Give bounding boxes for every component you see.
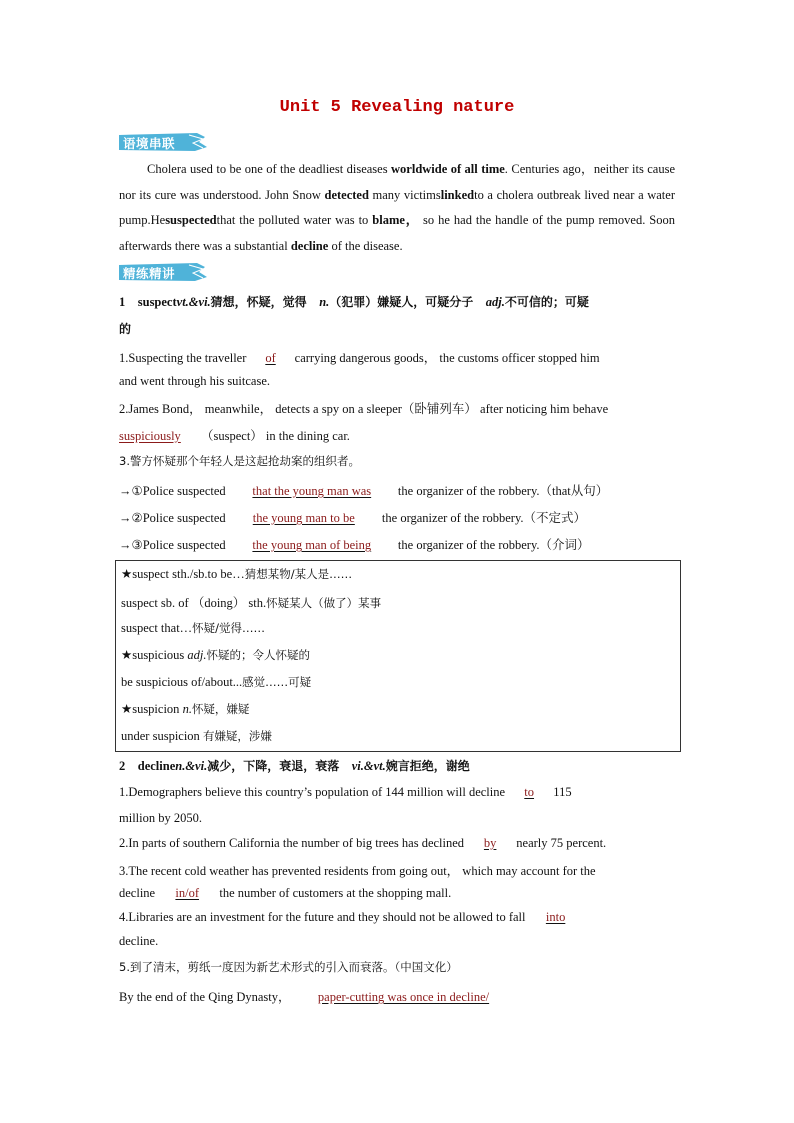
item1-heading: [119, 293, 589, 310]
usage-text: be suspicious of/about...: [121, 675, 243, 689]
exercise-2-2: [119, 836, 606, 851]
usage-line: [121, 701, 249, 717]
exercise-2-4: [119, 910, 583, 925]
exercise-1-3: [119, 453, 360, 469]
exercise-2-1: [119, 785, 572, 800]
part-of-speech: n.: [319, 295, 330, 309]
usage-text: ★suspect sth./sb.to be…: [121, 567, 245, 581]
item-number: 2: [119, 759, 126, 773]
context-tag-label: 语境串联: [123, 136, 176, 151]
usage-text: 怀疑，嫌疑: [191, 702, 250, 716]
passage-text: . Centuries ago，neither its cause nor its cure was understood. John Snow: [119, 162, 675, 202]
answer-blank: suspiciously: [119, 429, 181, 443]
usage-text: ★suspicious: [121, 648, 188, 662]
usage-line: [121, 620, 265, 636]
keyword: linked: [440, 187, 475, 202]
usage-line: [121, 593, 381, 611]
part-of-speech: adj.: [485, 295, 505, 309]
answer-blank: that the young man was: [252, 484, 372, 498]
item-number: 1: [119, 295, 126, 309]
passage-text: that the polluted water was to: [216, 213, 373, 228]
answer-blank: in/of: [175, 886, 200, 900]
exercise-2-3: [119, 861, 596, 879]
practice-tag-label: 精练精讲: [123, 266, 176, 281]
exercise-1-1: [119, 348, 600, 366]
keyword: suspected: [165, 213, 217, 228]
exercise-text: and went through his suitcase.: [119, 374, 271, 388]
part-of-speech: n.: [182, 702, 192, 716]
exercise-text: million by 2050.: [119, 811, 202, 825]
passage: [119, 157, 675, 260]
headword: suspect: [137, 295, 177, 309]
exercise-text: 1.Demographers believe this country’s population of 144 million will decline: [119, 785, 509, 799]
exercise-text: 2.In parts of southern California the number of big trees has declined: [119, 836, 468, 850]
exercise-text: carrying dangerous goods， the customs officer stopped him: [291, 351, 600, 365]
usage-line: [121, 647, 310, 663]
passage-text: many victims: [368, 187, 441, 202]
exercise-2-3-cont: [119, 886, 451, 901]
usage-line: [121, 728, 272, 744]
context-tag: [119, 133, 209, 151]
keyword: blame，: [372, 213, 420, 228]
exercise-2-4-cont: [119, 934, 158, 949]
exercise-text: the organizer of the robbery.（that从句）: [394, 484, 609, 498]
usage-text: under suspicion: [121, 729, 203, 743]
exercise-text: 3.The recent cold weather has prevented residents from going out， which may account for the: [119, 864, 596, 878]
part-of-speech: vt.&vi.: [176, 295, 211, 309]
answer-blank: into: [545, 910, 566, 924]
usage-line: [121, 674, 311, 690]
usage-text: suspect that…: [121, 621, 193, 635]
exercise-text: the number of customers at the shopping mall.: [216, 886, 452, 900]
definition: 猜想，怀疑，觉得: [210, 295, 307, 309]
exercise-text: the organizer of the robbery.（介词）: [394, 538, 590, 552]
exercise-1-2-cont: [119, 426, 350, 444]
item2-heading: [119, 757, 470, 774]
passage-text: of the disease.: [328, 239, 403, 254]
exercise-1-2: [119, 399, 608, 417]
exercise-text: 5.到了清末，剪纸一度因为新艺术形式的引入而衰落。（中国文化）: [119, 960, 458, 974]
definition: 婉言拒绝，谢绝: [385, 759, 470, 773]
answer-blank: by: [483, 836, 497, 850]
answer-blank: to: [524, 785, 535, 799]
passage-text: Cholera used to be one of the deadliest diseases: [147, 162, 392, 176]
answer-blank: paper-cutting was once in decline/: [317, 990, 490, 1004]
practice-tag: [119, 263, 209, 281]
usage-text: 感觉……可疑: [242, 675, 312, 689]
rewrite-1: [119, 481, 608, 499]
exercise-text: the organizer of the robbery.（不定式）: [378, 511, 587, 525]
keyword: worldwide of all time: [391, 162, 505, 176]
exercise-text: 4.Libraries are an investment for the future and they should not be allowed to fall: [119, 910, 529, 924]
exercise-1-1-cont: [119, 374, 270, 389]
exercise-2-1-cont: [119, 811, 202, 826]
definition: 的: [119, 322, 132, 336]
exercise-text: decline.: [119, 934, 159, 948]
exercise-text: →①Police suspected: [119, 484, 229, 498]
page-title: Unit 5 Revealing nature: [279, 98, 515, 117]
headword: decline: [137, 759, 176, 773]
usage-text: suspect sb. of （doing） sth.: [121, 596, 267, 610]
usage-text: 猜想某物/某人是……: [244, 567, 353, 581]
definition: （犯罪）嫌疑人，可疑分子: [329, 295, 474, 309]
answer-blank: of: [265, 351, 276, 365]
part-of-speech: n.&vi.: [175, 759, 208, 773]
keyword: decline: [290, 239, 329, 254]
definition: 减少，下降，衰退，衰落: [207, 759, 340, 773]
usage-line: [121, 566, 352, 582]
exercise-text: （suspect） in the dining car.: [201, 429, 350, 443]
rewrite-3: [119, 535, 590, 553]
definition: 不可信的；可疑: [504, 295, 589, 309]
exercise-2-5: [119, 959, 458, 975]
answer-blank: the young man to be: [252, 511, 355, 525]
usage-text: ★suspicion: [121, 702, 183, 716]
exercise-text: 115: [550, 785, 572, 799]
usage-box: [115, 560, 681, 752]
usage-text: 有嫌疑，涉嫌: [202, 729, 272, 743]
passage-text: so he had the handle of the pump removed. Soon afterwards there was a substantial: [119, 213, 675, 254]
usage-text: 怀疑某人（做了）某事: [266, 596, 382, 610]
exercise-text: nearly 75 percent.: [513, 836, 607, 850]
rewrite-2: [119, 508, 586, 526]
part-of-speech: adj.: [187, 648, 207, 662]
usage-text: 怀疑的；令人怀疑的: [206, 648, 311, 662]
exercise-text: →②Police suspected: [119, 511, 229, 525]
exercise-2-5-answer: [119, 987, 517, 1005]
answer-blank: the young man of being: [252, 538, 372, 552]
passage-text: to a cholera outbreak lived near a water pump.He: [119, 187, 675, 228]
exercise-text: decline: [119, 886, 159, 900]
keyword: detected: [324, 187, 369, 202]
usage-text: 怀疑/觉得……: [192, 621, 266, 635]
exercise-text: 1.Suspecting the traveller: [119, 351, 250, 365]
exercise-text: 2.James Bond， meanwhile， detects a spy on a sleeper（卧铺列车） after noticing him behave: [119, 402, 609, 416]
item1-heading-cont: [119, 320, 131, 337]
exercise-text: →③Police suspected: [119, 538, 229, 552]
exercise-text: 3.警方怀疑那个年轻人是这起抢劫案的组织者。: [119, 454, 360, 468]
part-of-speech: vi.&vt.: [351, 759, 386, 773]
exercise-text: By the end of the Qing Dynasty，: [119, 990, 291, 1004]
